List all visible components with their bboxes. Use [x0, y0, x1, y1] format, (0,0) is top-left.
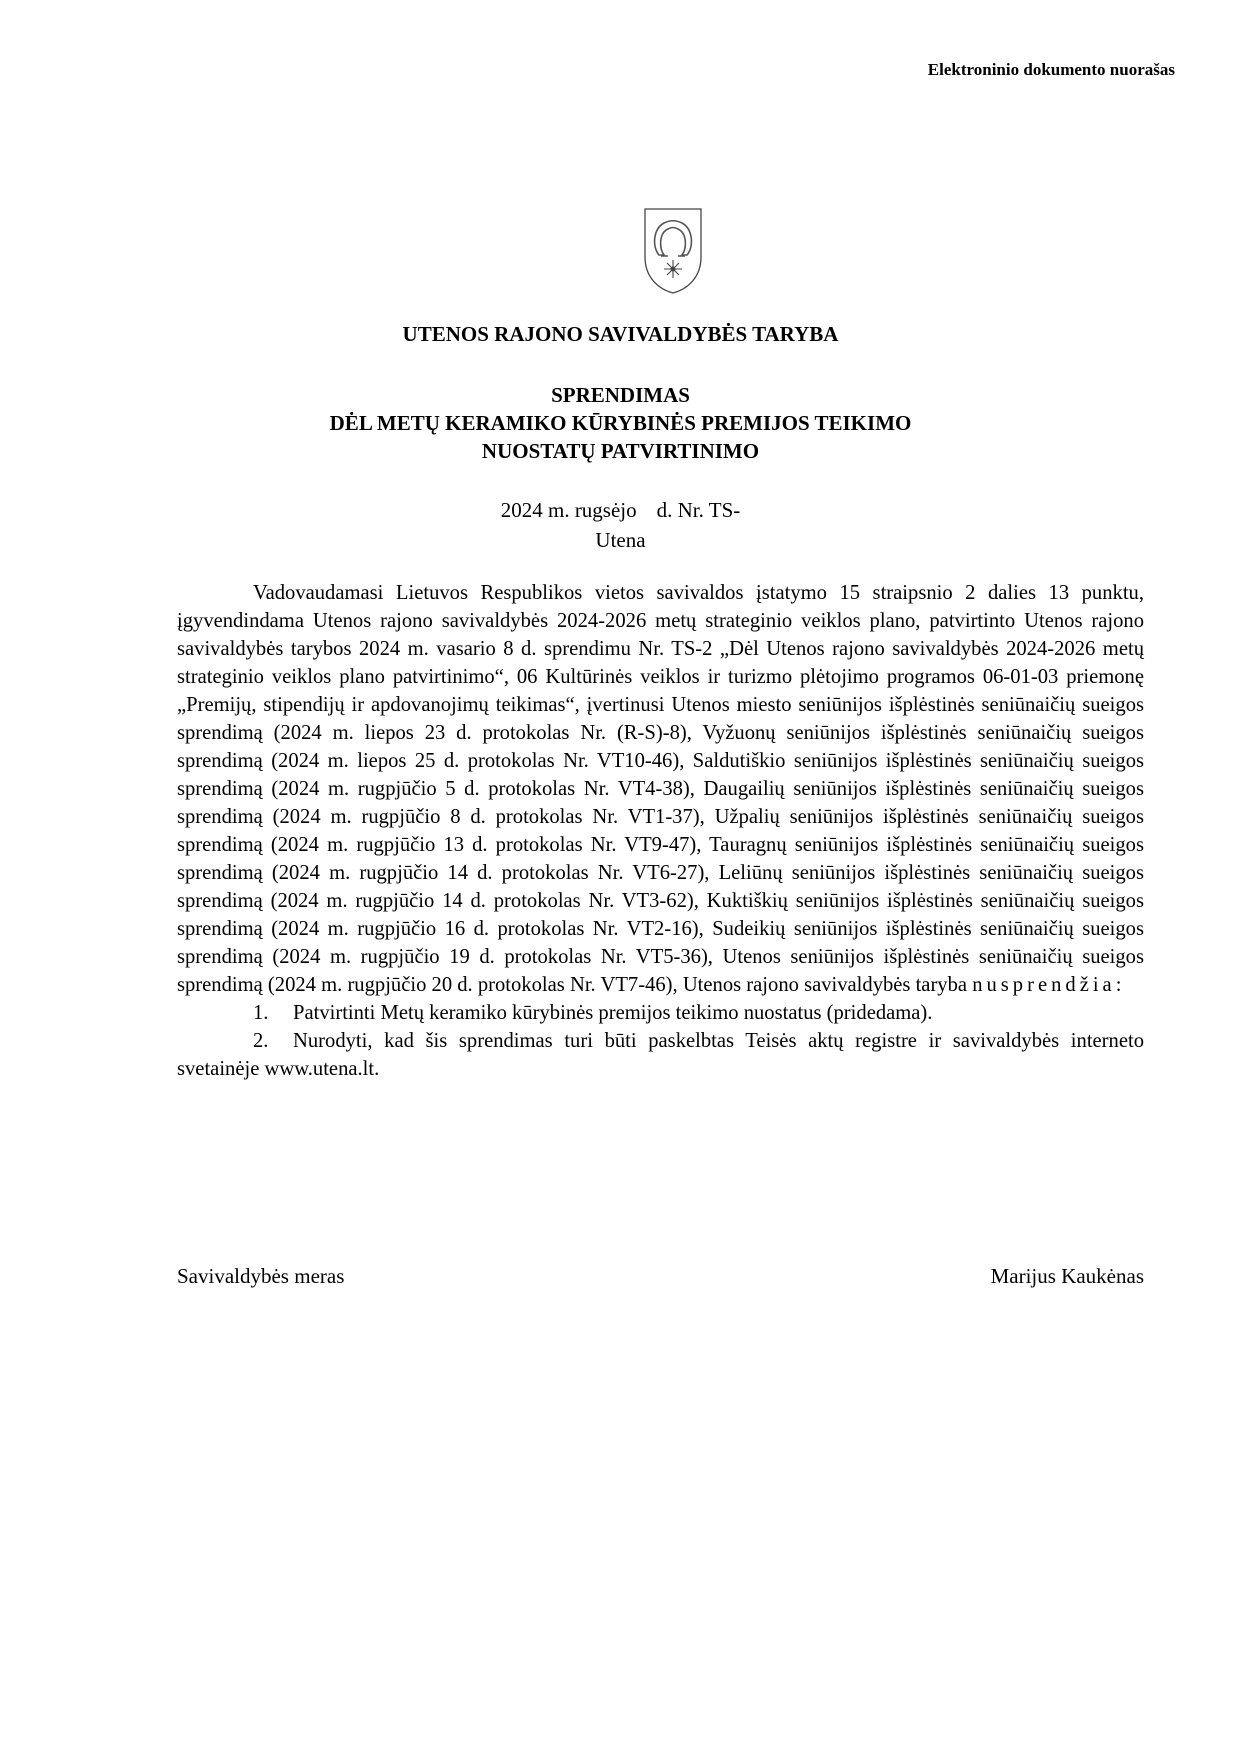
signatory-name: Marijus Kaukėnas [990, 1264, 1144, 1288]
decision-number: d. Nr. TS- [656, 498, 741, 522]
preamble-paragraph [177, 579, 1144, 999]
date-block [0, 495, 1241, 555]
coat-of-arms-icon [642, 205, 704, 295]
decision-date: 2024 m. rugsėjo [500, 498, 637, 522]
decision-title [0, 381, 1241, 465]
decision-item-2 [177, 1027, 1144, 1083]
title-line-2: DĖL METŲ KERAMIKO KŪRYBINĖS PREMIJOS TEIKIMO [329, 411, 912, 435]
item-text: Nurodyti, kad šis sprendimas turi būti paskelbtas Teisės aktų registre ir savivaldybės interneto svetainėje www.utena.lt. [177, 1030, 1144, 1080]
signature-block [177, 1264, 1144, 1289]
decides-word: nusprendžia: [972, 974, 1126, 996]
council-name: UTENOS RAJONO SAVIVALDYBĖS TARYBA [402, 322, 839, 346]
signatory-position: Savivaldybės meras [177, 1264, 345, 1288]
decision-place: Utena [595, 528, 646, 552]
preamble-text: Vadovaudamasi Lietuvos Respublikos vietos savivaldos įstatymo 15 straipsnio 2 dalies 13 punktu, įgyvendindama Utenos rajono savivaldybės 2024-2026 metų strateginio veiklos plano, patvirtinto Utenos rajono savivaldybės tarybos 2024 m. vasario 8 d. sprendimu Nr. TS-2 „Dėl Utenos rajono savivaldybės 2024-2026 metų strateginio veiklos plano patvirtinimo“, 06 Kultūrinės veiklos ir turizmo plėtojimo programos 06-01-03 priemonę „Premijų, stipendijų ir apdovanojimų teikimas“, įvertinusi Utenos miesto seniūnijos išplėstinės seniūnaičių sueigos sprendimą (2024 m. liepos 23 d. protokolas Nr. (R-S)-8), Vyžuonų seniūnijos išplėstinės seniūnaičių sueigos sprendimą (2024 m. liepos 25 d. protokolas Nr. VT10-46), Saldutiškio seniūnijos išplėstinės seniūnaičių sueigos sprendimą (2024 m. rugpjūčio 5 d. protokolas Nr. VT4-38), Daugailių seniūnijos išplėstinės seniūnaičių sueigos sprendimą (2024 m. rugpjūčio 8 d. protokolas Nr. VT1-37), Užpalių seniūnijos išplėstinės seniūnaičių sueigos sprendimą (2024 m. rugpjūčio 13 d. protokolas Nr. VT9-47), Tauragnų seniūnijos išplėstinės seniūnaičių sueigos sprendimą (2024 m. rugpjūčio 14 d. protokolas Nr. VT6-27), Leliūnų seniūnijos išplėstinės seniūnaičių sueigos sprendimą (2024 m. rugpjūčio 14 d. protokolas Nr. VT3-62), Kuktiškių seniūnijos išplėstinės seniūnaičių sueigos sprendimą (2024 m. rugpjūčio 16 d. protokolas Nr. VT2-16), Sudeikių seniūnijos išplėstinės seniūnaičių sueigos sprendimą (2024 m. rugpjūčio 19 d. protokolas Nr. VT5-36), Utenos seniūnijos išplėstinės seniūnaičių sueigos sprendimą (2024 m. rugpjūčio 20 d. protokolas Nr. VT7-46), Utenos rajono savivaldybės taryba [177, 582, 1144, 996]
item-number: 1. [253, 1002, 269, 1024]
title-line-1: SPRENDIMAS [551, 383, 690, 407]
decision-body [177, 579, 1144, 1083]
title-line-3: NUOSTATŲ PATVIRTINIMO [481, 439, 760, 463]
item-number: 2. [253, 1030, 269, 1052]
item-text: Patvirtinti Metų keramiko kūrybinės premijos teikimo nuostatus (pridedama). [293, 1002, 933, 1024]
electronic-copy-note: Elektroninio dokumento nuorašas [927, 60, 1175, 79]
decision-item-1 [177, 999, 1144, 1027]
